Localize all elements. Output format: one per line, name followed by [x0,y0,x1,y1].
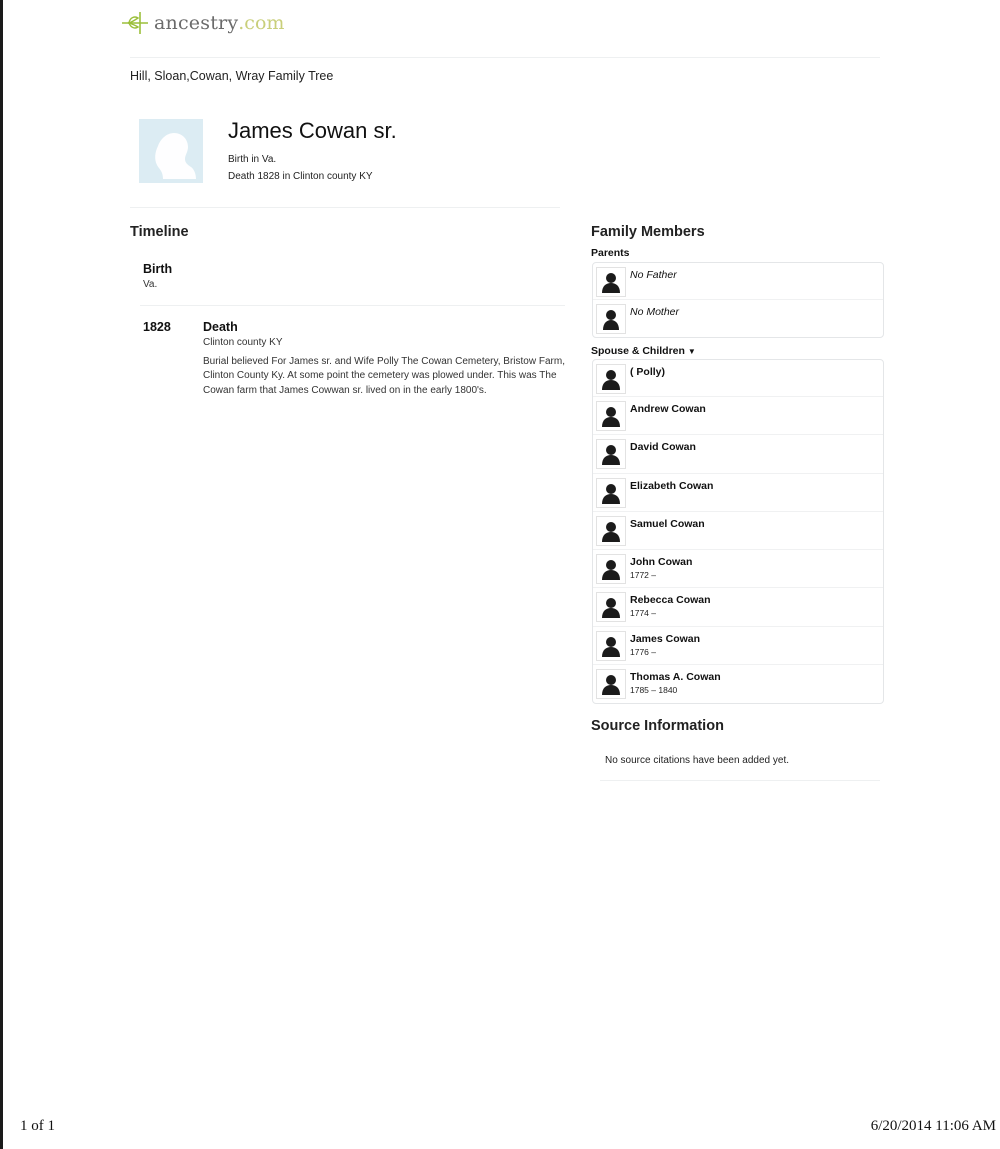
person-avatar-icon [596,516,626,546]
child-life-dates: 1774 – [630,608,656,619]
spouse-children-panel [592,359,884,704]
spouse-children-toggle[interactable] [591,345,696,357]
death-event-type: Death [203,320,238,334]
person-avatar-icon [596,364,626,394]
page-number: 1 of 1 [20,1118,55,1134]
child-row[interactable] [593,397,883,435]
print-timestamp: 6/20/2014 11:06 AM [870,1118,996,1134]
logo-domain: .com [238,12,285,34]
child-row[interactable] [593,665,883,703]
child-name: James Cowan [630,632,701,645]
child-name: David Cowan [630,441,696,454]
person-avatar-icon [596,478,626,508]
header-divider [130,57,880,58]
person-facts [228,151,373,185]
person-avatar-icon [596,304,626,334]
parents-panel [592,262,884,338]
child-row[interactable] [593,474,883,512]
child-row[interactable] [593,627,883,665]
person-avatar-icon [596,669,626,699]
person-name: James Cowan sr. [228,118,397,143]
leaf-icon [120,10,150,36]
person-avatar-icon [596,267,626,297]
father-name: No Father [630,269,677,281]
child-name: Andrew Cowan [630,403,706,415]
child-row[interactable] [593,588,883,626]
death-event-year: 1828 [143,320,171,334]
spouse-name: ( Polly) [630,366,666,378]
death-event-description: Burial believed For James sr. and Wife Polly The Cowan Cemetery, Bristow Farm, Clinton County Ky. At some point the cemetery was plowed under. This was The Cowan farm that James Cowwan sr. lived on in the early 1800's. [203,356,565,396]
tree-name-link[interactable]: Hill, Sloan,Cowan, Wray Family Tree [130,69,334,83]
child-name: Rebecca Cowan [630,594,711,607]
spouse-row[interactable] [593,360,883,397]
mother-name: No Mother [630,306,680,318]
parent-row-father[interactable] [593,263,883,300]
timeline-divider [140,305,565,306]
timeline-heading: Timeline [130,224,189,240]
child-name: Samuel Cowan [630,517,705,530]
parents-label: Parents [591,247,630,259]
parent-row-mother[interactable] [593,300,883,337]
person-avatar-icon [596,439,626,469]
logo-wordmark: ancestry [154,12,239,34]
scan-edge [0,0,3,1149]
birth-fact: Birth in Va. [228,154,277,165]
ancestry-logo[interactable] [120,10,284,36]
person-avatar-icon [596,592,626,622]
child-row[interactable] [593,512,883,550]
death-fact: Death 1828 in Clinton county KY [228,171,373,182]
spouse-children-label: Spouse & Children [591,345,685,357]
child-life-dates: 1776 – [630,646,656,657]
source-empty-note: No source citations have been added yet. [605,755,790,766]
family-members-heading: Family Members [591,224,705,240]
child-name: John Cowan [630,556,693,569]
section-divider [130,207,560,208]
child-name: Elizabeth Cowan [630,479,714,492]
child-row[interactable] [593,550,883,588]
person-photo-placeholder[interactable] [139,119,203,183]
source-divider [600,780,880,781]
person-avatar-icon [596,554,626,584]
child-name: Thomas A. Cowan [630,671,721,684]
silhouette-icon [139,119,203,183]
child-life-dates: 1785 – 1840 [630,685,678,696]
person-avatar-icon [596,401,626,431]
source-information-heading: Source Information [591,718,724,734]
child-life-dates: 1772 – [630,570,656,581]
caret-down-icon: ▼ [687,347,696,356]
death-event-place: Clinton county KY [203,337,283,348]
person-avatar-icon [596,631,626,661]
birth-event-place: Va. [143,279,158,290]
child-row[interactable] [593,435,883,473]
birth-event-type: Birth [143,262,173,276]
